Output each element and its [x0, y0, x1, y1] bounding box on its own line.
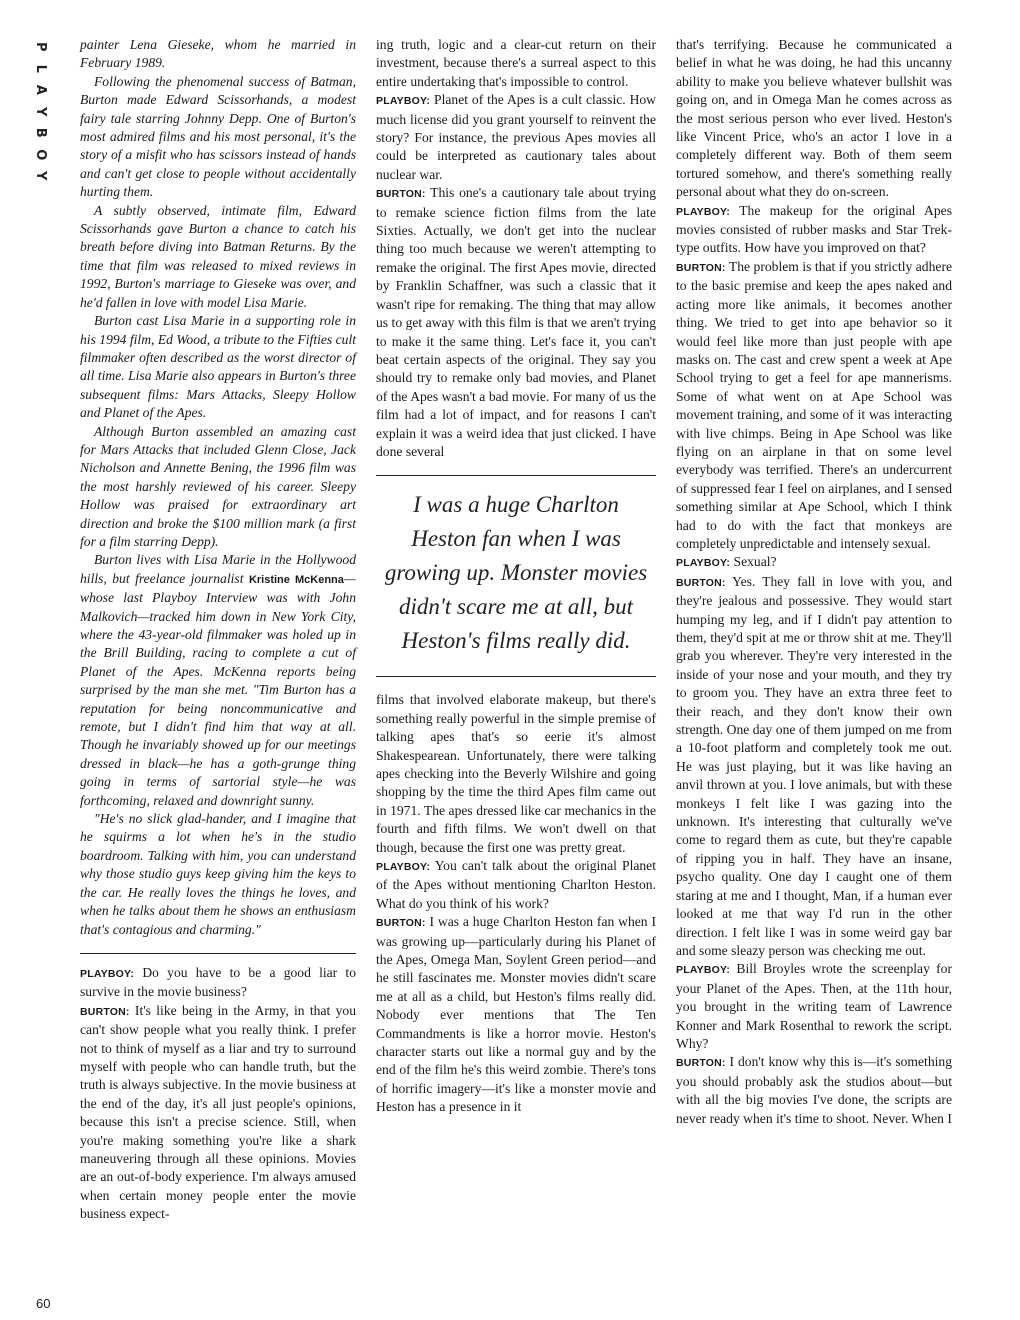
masthead-letter: P — [32, 41, 48, 52]
intro-paragraph — [80, 551, 356, 810]
burton-speaker-label: BURTON: — [676, 261, 726, 274]
playboy-speaker-label: PLAYBOY: — [376, 861, 431, 873]
qa-paragraph — [376, 691, 656, 857]
qa-paragraph — [376, 91, 656, 184]
interview-introduction — [80, 36, 356, 939]
qa-text: films that involved elaborate makeup, but there's something really powerful in the simple premise of talking apes that's so eerie it's almost Shakespearean. Unfortunately, there were talking apes checking into the Beverly Wilshire and going shopping by the time the third Apes film came out in 1971. The apes dressed like car mechanics in the fourth and fifth films. We won't dwell on that though, because the first one was pretty great. — [376, 692, 656, 855]
masthead-letter: Y — [32, 171, 48, 181]
qa-text: I was a huge Charlton Heston fan when I was growing up—particularly during his Planet of the Apes, Omega Man, Soylent Green period—and he still fascinates me. Monster movies didn't scare me at all as a child, but Heston's films really did. Nobody ever mentions that The Ten Commandments is like a horror movie. Heston's character starts out like a normal guy and by the end of the film he's this weird zombie. There's tons of horrific imagery—it's like a monster movie and Heston has a presence in it — [376, 914, 656, 1115]
qa-block — [676, 36, 952, 1128]
qa-paragraph — [676, 258, 952, 554]
intro-paragraph: Following the phenomenal success of Batman, Burton made Edward Scissorhands, a modest fairy tale starring Johnny Depp. One of Burton's most admired films and his most personal, it's the story of a misfit who has scissors instead of hands and can't get close to people without accidentally hurting them. — [80, 73, 356, 200]
qa-paragraph — [376, 857, 656, 913]
qa-paragraph — [676, 1053, 952, 1128]
burton-speaker-label: BURTON: — [376, 917, 426, 930]
pull-quote — [376, 475, 656, 677]
qa-text: The makeup for the original Apes movies consisted of rubber masks and Star Trek-type outfits. How have you improved on that? — [676, 202, 952, 256]
qa-paragraph — [80, 1002, 356, 1224]
intro-paragraph: "He's no slick glad-hander, and I imagine that he squirms a lot when he's in the studio boardroom. Talking with him, you can understand why those studio guys keep giving him the keys to the car. He really loves the things he loves, and when he talks about them he shows an enthusiasm that's contagious and charming." — [80, 811, 356, 937]
page-number: 60 — [36, 1296, 51, 1311]
masthead-letter: B — [32, 127, 48, 138]
column-3 — [676, 36, 952, 1128]
vertical-masthead — [30, 36, 50, 187]
qa-paragraph — [376, 36, 656, 91]
intro-paragraph: Although Burton assembled an amazing cast for Mars Attacks that included Glenn Close, Jack Nicholson and Annette Bening, the 1996 film was the most harshly reviewed of his career. Sleepy Hollow was praised for extraordinary art direction and broke the $100 million mark (a first for a film starring Depp). — [80, 423, 356, 549]
qa-text: It's like being in the Army, in that you can't show people what you really think. I prefer not to think of myself as a liar and try to surround myself with people who can handle truth, but the truth is always subjective. In the movie business at the end of the day, it's all just people's opinions, because this isn't a precise science. Still, when you're making something you're like a shark maneuvering through all these opinions. Movies are an out-of-body experience. I'm always amused when certain money people enter the movie business expect- — [80, 1002, 356, 1222]
qa-paragraph — [376, 184, 656, 461]
intro-text: —whose last Playboy Interview was with John Malkovich—tracked him down in New York City, where the 43-year-old filmmaker was holed up in the Brill Building, racing to complete a cut of Planet of the Apes. McKenna reports being surprised by the man she met. "Tim Burton has a reputation for being noncommunicative and remote, but I didn't find him that way at all. Though he invariably showed up for our meetings dressed in black—he has a goth-grunge thing going in terms of sartorial style—he was forthcoming, relaxed and downright sunny. — [80, 570, 356, 808]
burton-speaker-label: BURTON: — [676, 576, 726, 589]
qa-text: that's terrifying. Because he communicated a belief in what he was doing, he had this uncanny ability to make you believe whatever bullshit was going on, and in Omega Man he comes across as the most serious person who ever lived. Heston's like Vincent Price, who's an actor I love in a completely different way. Both of them seem tortured somehow, and there's something really personal about what they do on-screen. — [676, 37, 952, 200]
qa-paragraph — [676, 960, 952, 1053]
playboy-speaker-label: PLAYBOY: — [676, 205, 731, 218]
intro-paragraph: A subtly observed, intimate film, Edward Scissorhands gave Burton a chance to catch his breath before diving into Batman Returns. By the time that film was released to mixed reviews in 1992, Burton's marriage to Gieseke was over, and he'd fallen in love with model Lisa Marie. — [80, 202, 356, 310]
burton-speaker-label: BURTON: — [376, 188, 426, 201]
section-divider — [80, 953, 356, 954]
intro-paragraph: painter Lena Gieseke, whom he married in February 1989. — [80, 37, 356, 71]
intro-text: Burton lives with Lisa Marie in the Hollywood hills, but freelance journalist — [80, 552, 356, 586]
column-2 — [376, 36, 656, 1117]
playboy-speaker-label: PLAYBOY: — [676, 964, 731, 977]
qa-paragraph — [376, 913, 656, 1116]
masthead-letter: L — [32, 64, 48, 73]
playboy-speaker-label: PLAYBOY: — [376, 95, 431, 108]
qa-text: I don't know why this is—it's something you should probably ask the studios about—but with all the big movies I've done, the scripts are never ready when it's time to shoot. Never. When I — [676, 1054, 952, 1126]
playboy-speaker-label: PLAYBOY: — [80, 967, 135, 980]
burton-speaker-label: BURTON: — [676, 1057, 726, 1070]
qa-paragraph — [676, 36, 952, 202]
masthead-letter: O — [32, 148, 48, 160]
qa-paragraph — [676, 202, 952, 258]
author-byline: Kristine McKenna — [248, 573, 344, 586]
qa-text: Planet of the Apes is a cult classic. How much license did you grant yourself to reinvent the story? For instance, the previous Apes movies all could be interpreted as cautionary tales about nuclear war. — [376, 92, 656, 182]
masthead-letter: Y — [32, 106, 48, 116]
qa-text: Sexual? — [730, 554, 777, 570]
intro-paragraph: Burton cast Lisa Marie in a supporting role in his 1994 film, Ed Wood, a tribute to the Fifties cult filmmaker often described as the worst director of all time. Lisa Marie also appears in Burton's three subsequent films: Mars Attacks, Sleepy Hollow and Planet of the Apes. — [80, 313, 356, 421]
playboy-speaker-label: PLAYBOY: — [676, 557, 731, 570]
qa-paragraph — [676, 553, 952, 572]
qa-block — [376, 36, 656, 461]
qa-block — [80, 964, 356, 1224]
qa-text: You can't talk about the original Planet of the Apes without mentioning Charlton Heston. What do you think of his work? — [376, 858, 656, 911]
qa-text: Bill Broyles wrote the screenplay for your Planet of the Apes. Then, at the 11th hour, you brought in the writing team of Lawrence Konner and Mark Rosenthal to rework the script. Why? — [676, 961, 952, 1051]
pull-quote-text: I was a huge Charlton Heston fan when I was growing up. Monster movies didn't scare me at all, but Heston's films really did. — [384, 492, 648, 654]
qa-text: Do you have to be a good liar to survive in the movie business? — [80, 964, 356, 1000]
qa-paragraph — [80, 964, 356, 1002]
qa-paragraph — [676, 573, 952, 961]
masthead-letter: A — [32, 84, 48, 95]
burton-speaker-label: BURTON: — [80, 1005, 130, 1018]
qa-text: This one's a cautionary tale about trying to remake science fiction films from the late Sixties. Actually, we don't get into the nuclear thing too much because we weren't attempting to remake the original. The first Apes movie, directed by Franklin Schaffner, was such a classic that it wasn't ripe for remaking. The thing that may allow us to get away with this film is that we aren't trying to make it the same thing. Let's face it, you can't beat certain aspects of the original. They say you should try to remake only bad movies, and Planet of the Apes wasn't a bad movie. For many of us the film had a lot of impact, and for reasons I can't explain it was a weird idea that just clicked. I have done several — [376, 185, 656, 459]
column-1 — [80, 36, 356, 1224]
qa-text: The problem is that if you strictly adhere to the basic premise and keep the apes naked and acting more like animals, it becomes another thing. We tried to get into ape behavior so it would feel like more than just people with ape masks on. The cast and crew spent a week at Ape School trying to get a feel for ape mannerisms. Some of what went on at Ape School was movement training, and some of it was interacting with live chimps. Being in Ape School was like flying on an airplane in that on some level everybody was terrified. There's an undercurrent of suppressed fear I feel on airplanes, and I sensed something similar at Ape School, which I think had to do with the fact that monkeys are completely unpredictable and intensely sexual. — [676, 258, 952, 551]
qa-text: ing truth, logic and a clear-cut return on their investment, because there's a surreal aspect to this entire undertaking that's impossible to control. — [376, 37, 656, 89]
qa-block — [376, 691, 656, 1116]
qa-text: Yes. They fall in love with you, and they're jealous and possessive. They would start humping my leg, and if I didn't pay attention to them, they'd spit at me or throw shit at me. They'll grab you wherever. They're very interested in the inside of your nose and your mouth, and they try to groom you. They have an extra three feet to their reach, and they don't know their own strength. One day one of them jumped on me from a 10-foot platform and completely took me out. He was just playing, but it was like having an anvil thrown at you. I love animals, but with these monkeys I felt like I was gazing into the unknown. It's interesting that culturally we've come to regard them as cute, but they're capable of ripping you in half. They have an insane, psycho quality. One day I caught one of them staring at me and I thought, Man, if a human ever looked at me that way I'd run in the other direction. I felt like I was in some weird gay bar and some sleazy person was checking me out. — [676, 573, 952, 958]
